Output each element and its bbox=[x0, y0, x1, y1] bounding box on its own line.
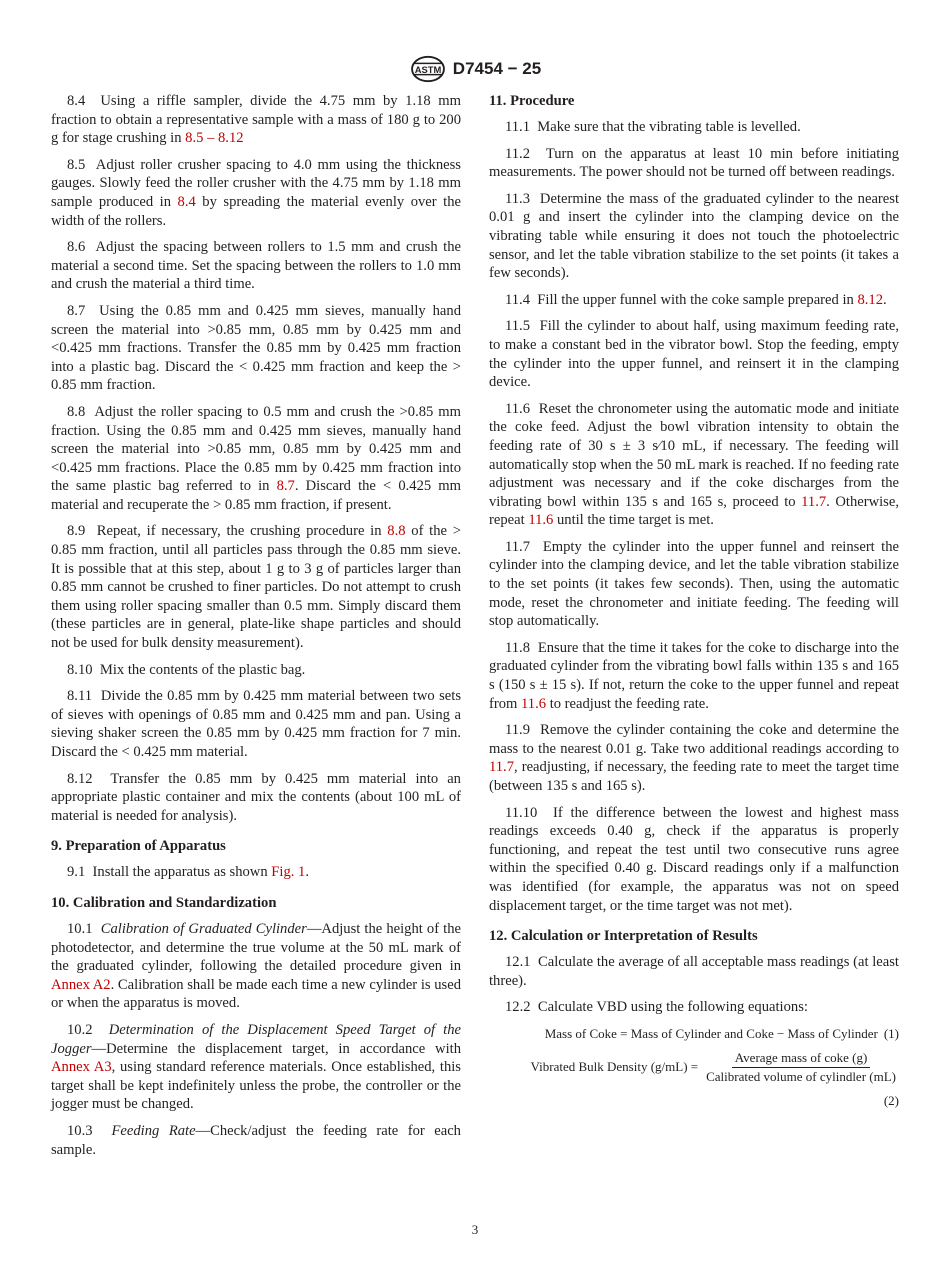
ref-link[interactable]: 8.8 bbox=[387, 523, 406, 540]
equation-1-body: Mass of Coke = Mass of Cylinder and Coke − Mass of Cylinder bbox=[544, 1025, 878, 1041]
section-heading-9: 9. Preparation of Apparatus bbox=[51, 838, 226, 855]
section-heading-11: 11. Procedure bbox=[489, 93, 575, 109]
paragraph-8-7: 8.7 Using the 0.85 mm and 0.425 mm sieves, manually hand screen the material into >0.85 mm, 0.85 mm by 0.425 mm and <0.425 mm fractions. Transfer the 0.85 mm by 0.425 mm fraction into a plastic bag. Discard the < 0.425 mm fraction and keep the > 0.85 mm fraction. bbox=[51, 302, 461, 394]
standard-designation: D7454 − 25 bbox=[452, 59, 542, 78]
paragraph-10-3: 10.3 Feeding Rate—Check/adjust the feeding rate for each sample. bbox=[51, 1122, 461, 1158]
paragraph-11-7: 11.7 Empty the cylinder into the upper funnel and reinsert the cylinder into the clamping device, and let the table vibration stabilize to the set points (it takes few seconds). Then, using the automatic mode, reset the chronometer and initiate feeding. The feeding will stop automatically. bbox=[489, 538, 899, 630]
left-column bbox=[51, 92, 461, 1167]
section-heading-12: 12. Calculation or Interpretation of Results bbox=[489, 928, 758, 945]
ref-link[interactable]: Fig. 1 bbox=[271, 864, 306, 881]
paragraph-11-6: 11.6 Reset the chronometer using the automatic mode and initiate the coke feed. Adjust the bowl vibration intensity to obtain the feeding rate of 30 s ± 3 s⁄10 mL, if necessary. The feeding will automatically stop when the 50 mL mark is reached. If no feeding rate adjustment was necessary and if the coke discharges from the vibrating bowl within 135 s and 165 s, proceed to 11.7. Otherwise, repeat 11.6 until the time target is met. bbox=[489, 400, 899, 529]
paragraph-12-1: 12.1 Calculate the average of all acceptable mass readings (at least three). bbox=[489, 954, 899, 989]
astm-logo-icon bbox=[409, 54, 447, 84]
paragraph-11-5: 11.5 Fill the cylinder to about half, using maximum feeding rate, to make a constant bed in the vibrator bowl. Stop the feeding, empty the cylinder into the upper funnel, and reinsert it in the clamping device. bbox=[489, 318, 900, 391]
paragraph-8-9: 8.9 Repeat, if necessary, the crushing procedure in 8.8 of the > 0.85 mm fraction, until all particles pass through the 0.85 mm sieve. It is possible that at this step, about 1 g to 3 g of particles larger than 0.85 mm cannot be crushed to finer particles. Do not attempt to crush them using roller spacing smaller than 0.5 mm. Simply discard them (these particles are in general, plate-like shape particles and should not be used for bulk density measurement). bbox=[51, 523, 461, 652]
paragraph-8-12: 8.12 Transfer the 0.85 mm by 0.425 mm material into an appropriate plastic container and mix the contents (about 100 mL of material is needed for analysis). bbox=[51, 770, 461, 824]
page-number: 3 bbox=[471, 1222, 479, 1237]
equation-2-fraction bbox=[703, 1050, 899, 1085]
section-heading-10: 10. Calibration and Standardization bbox=[51, 894, 277, 911]
paragraph-11-1: 11.1 Make sure that the vibrating table is levelled. bbox=[505, 119, 801, 135]
paragraph-8-10: 8.10 Mix the contents of the plastic bag. bbox=[67, 661, 306, 678]
equation-2-denominator: Calibrated volume of cylindler (mL) bbox=[706, 1068, 896, 1084]
ref-link[interactable]: 8.12 bbox=[857, 291, 884, 308]
paragraph-8-5: 8.5 Adjust roller crusher spacing to 4.0 mm using the thickness gauges. Slowly feed the roller crusher with the 4.75 mm by 1.18 mm sample produced in 8.4 by spreading the material evenly over the width of the rollers. bbox=[51, 156, 461, 229]
paragraph-12-2: 12.2 Calculate VBD using the following equations: bbox=[505, 999, 808, 1016]
ref-link[interactable]: 11.6 bbox=[528, 512, 554, 529]
paragraph-9-1: 9.1 Install the apparatus as shown Fig. 1. bbox=[67, 864, 310, 881]
ref-link[interactable]: 11.6 bbox=[521, 695, 547, 712]
ref-link[interactable]: 8.5 – 8.12 bbox=[185, 130, 244, 147]
equation-2-lhs: Vibrated Bulk Density (g/mL) = bbox=[530, 1059, 699, 1075]
right-column bbox=[489, 92, 899, 1109]
ref-link[interactable]: 11.7 bbox=[489, 759, 514, 776]
svg-text:ASTM: ASTM bbox=[414, 64, 442, 75]
ref-link[interactable]: Annex A3 bbox=[51, 1059, 112, 1076]
ref-link[interactable]: 8.4 bbox=[177, 193, 196, 210]
ref-link[interactable]: 11.7 bbox=[801, 493, 827, 510]
paragraph-8-4: 8.4 Using a riffle sampler, divide the 4.75 mm by 1.18 mm fraction to obtain a representative sample with a mass of 180 g to 200 g for stage crushing in 8.5 – 8.12 bbox=[51, 93, 461, 147]
paragraph-8-11: 8.11 Divide the 0.85 mm by 0.425 mm material between two sets of sieves with openings of 0.85 mm and 0.425 mm and pan. Using a sieving shaker screen the 0.85 mm by 0.425 mm fraction for 7 min. Discard the < 0.425 mm material. bbox=[51, 688, 461, 760]
ref-link[interactable]: Annex A2 bbox=[51, 976, 111, 993]
paragraph-8-8: 8.8 Adjust the roller spacing to 0.5 mm and crush the >0.85 mm fraction. Using the 0.85 mm and 0.425 mm sieves, manually hand screen the material into >0.85 mm, 0.85 mm by 0.425 mm and <0.425 mm fractions. Place the 0.85 mm by 0.425 mm fraction into the same plastic bag referred to in 8.7. Discard the < 0.425 mm material and recuperate the > 0.85 mm fraction, if present. bbox=[51, 403, 461, 513]
ref-link[interactable]: 8.7 bbox=[276, 478, 295, 495]
paragraph-11-3: 11.3 Determine the mass of the graduated cylinder to the nearest 0.01 g and insert the cylinder into the clamping device on the vibrating table while ensuring it does not touch the photoelectric sensor, and let the table vibration stabilize to the set points (it takes a few seconds). bbox=[489, 190, 900, 282]
equation-2-numerator: Average mass of coke (g) bbox=[732, 1050, 871, 1068]
paragraph-8-6: 8.6 Adjust the spacing between rollers to 1.5 mm and crush the material a second time. Set the spacing between the rollers to 1.0 mm and crush the material a third time. bbox=[51, 239, 461, 293]
paragraph-11-4: 11.4 Fill the upper funnel with the coke sample prepared in 8.12. bbox=[505, 291, 887, 308]
equation-1 bbox=[489, 1025, 899, 1042]
equation-2-number: (2) bbox=[883, 1092, 899, 1108]
equation-1-number: (1) bbox=[883, 1025, 899, 1041]
paragraph-11-8: 11.8 Ensure that the time it takes for the coke to discharge into the graduated cylinder from the vibrating bowl falls within 135 s and 165 s (150 s ± 15 s). If not, return the coke to the upper funnel and repeat from 11.6 to readjust the feeding rate. bbox=[489, 639, 899, 712]
equation-2 bbox=[489, 1050, 899, 1085]
paragraph-10-2: 10.2 Determination of the Displacement Speed Target of the Jogger—Determine the displacement target, in accordance with Annex A3, using standard reference materials. Once established, this target shall be kept indefinitely unless the probe, the controller or the jogger must be changed. bbox=[51, 1021, 461, 1113]
paragraph-11-9: 11.9 Remove the cylinder containing the coke and determine the mass to the nearest 0.01 g. Take two additional readings according to 11.7, readjusting, if necessary, the feeding rate to meet the target time (between 135 s and 165 s). bbox=[489, 722, 900, 794]
paragraph-10-1: 10.1 Calibration of Graduated Cylinder—Adjust the height of the photodetector, and determine the true volume at the 50 mL mark of the graduated cylinder, following the detailed procedure given in Annex A2. Calibration shall be made each time a new cylinder is used or when the apparatus is moved. bbox=[51, 920, 462, 1012]
page-header bbox=[0, 54, 950, 84]
paragraph-11-10: 11.10 If the difference between the lowest and highest mass readings exceeds 0.40 g, check if the apparatus is properly functioning, and repeat the test until two consecutive runs agree within the specified 0.40 g. Discard readings only if a malfunction was identified (for example, the apparatus was not on speed displacement target, or the time target was not met). bbox=[489, 804, 900, 914]
paragraph-11-2: 11.2 Turn on the apparatus at least 10 min before initiating measurements. The power should not be turned off between readings. bbox=[489, 145, 899, 181]
